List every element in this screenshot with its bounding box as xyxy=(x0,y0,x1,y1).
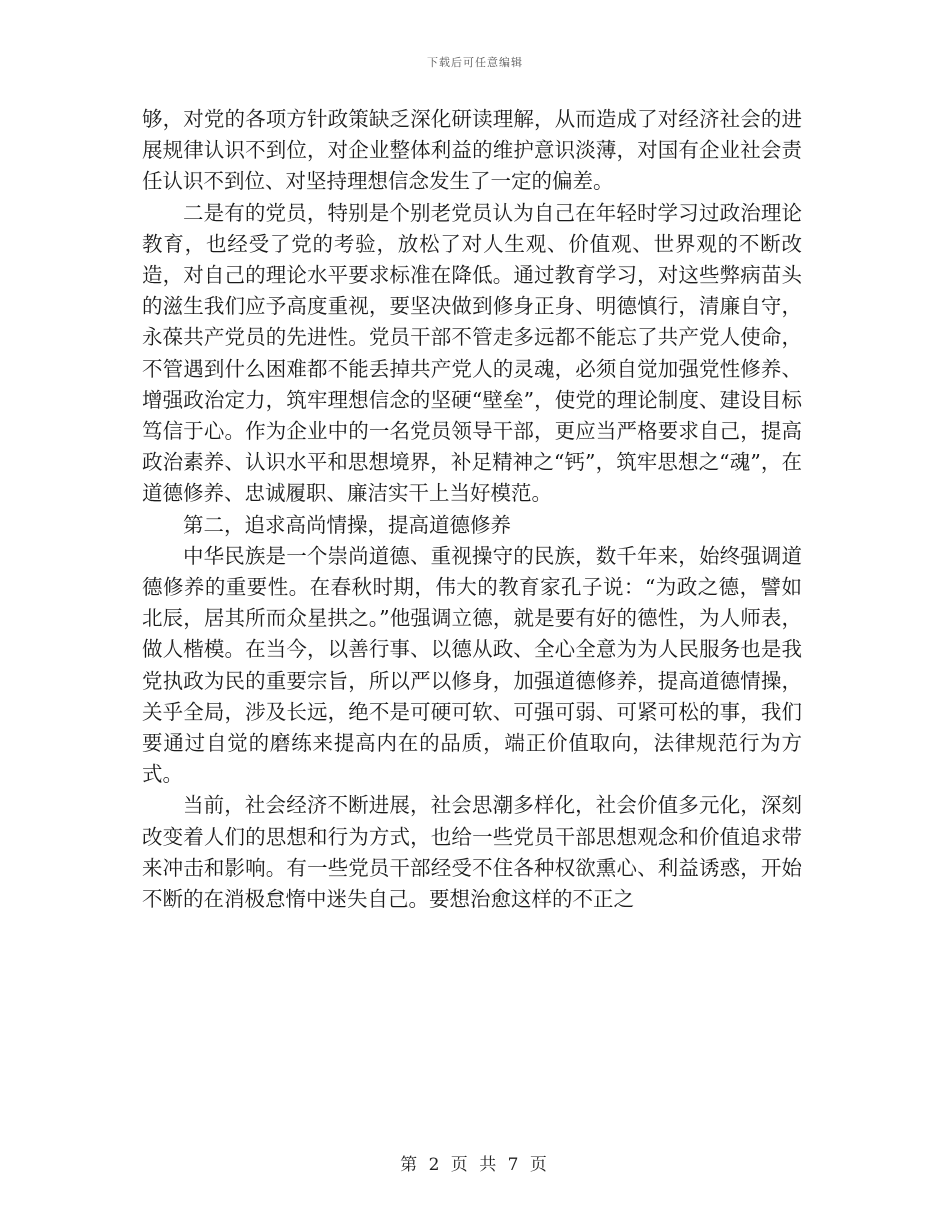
paragraph-4: 当前，社会经济不断进展，社会思潮多样化，社会价值多元化，深刻改变着人们的思想和行为方式，也给一些党员干部思想观念和价值追求带来冲击和影响。有一些党员干部经受不住各种权欲熏心、利益诱惑，开始不断的在消极怠惰中迷失自己。要想治愈这样的不正之 xyxy=(142,793,802,912)
section-heading: 第二，追求高尚情操，提高道德修养 xyxy=(183,512,511,537)
document-body xyxy=(142,104,802,915)
paragraph-1: 够，对党的各项方针政策缺乏深化研读理解，从而造成了对经济社会的进展规律认识不到位，对企业整体利益的维护意识淡薄，对国有企业社会责任认识不到位、对坚持理想信念发生了一定的偏差。 xyxy=(142,107,802,194)
paragraph-2: 二是有的党员，特别是个别老党员认为自己在年轻时学习过政治理论教育，也经受了党的考验，放松了对人生观、价值观、世界观的不断改造，对自己的理论水平要求标准在降低。通过教育学习，对这些弊病苗头的滋生我们应予高度重视，要坚决做到修身正身、明德慎行，清廉自守，永葆共产党员的先进性。党员干部不管走多远都不能忘了共产党人使命，不管遇到什么困难都不能丢掉共产党人的灵魂，必须自觉加强党性修养、增强政治定力，筑牢理想信念的坚硬“壁垒”，使党的理论制度、建设目标笃信于心。作为企业中的一名党员领导干部，更应当严格要求自己，提高政治素养、认识水平和思想境界，补足精神之“钙”，筑牢思想之“魂”，在道德修养、忠诚履职、廉洁实干上当好模范。 xyxy=(142,200,802,506)
paragraph-3: 中华民族是一个崇尚道德、重视操守的民族，数千年来，始终强调道德修养的重要性。在春秋时期，伟大的教育家孔子说：“为政之德，譬如北辰，居其所而众星拱之。”他强调立德，就是要有好的德性，为人师表，做人楷模。在当今，以善行事、以德从政、全心全意为为人民服务也是我党执政为民的重要宗旨，所以严以修身，加强道德修养，提高道德情操，关乎全局，涉及长远，绝不是可硬可软、可强可弱、可紧可松的事，我们要通过自觉的磨练来提高内在的品质，端正价值取向，法律规范行为方式。 xyxy=(142,543,802,787)
page-number-footer: 第 2 页 共 7 页 xyxy=(400,1155,550,1175)
page-header-note: 下载后可任意编辑 xyxy=(427,56,523,69)
